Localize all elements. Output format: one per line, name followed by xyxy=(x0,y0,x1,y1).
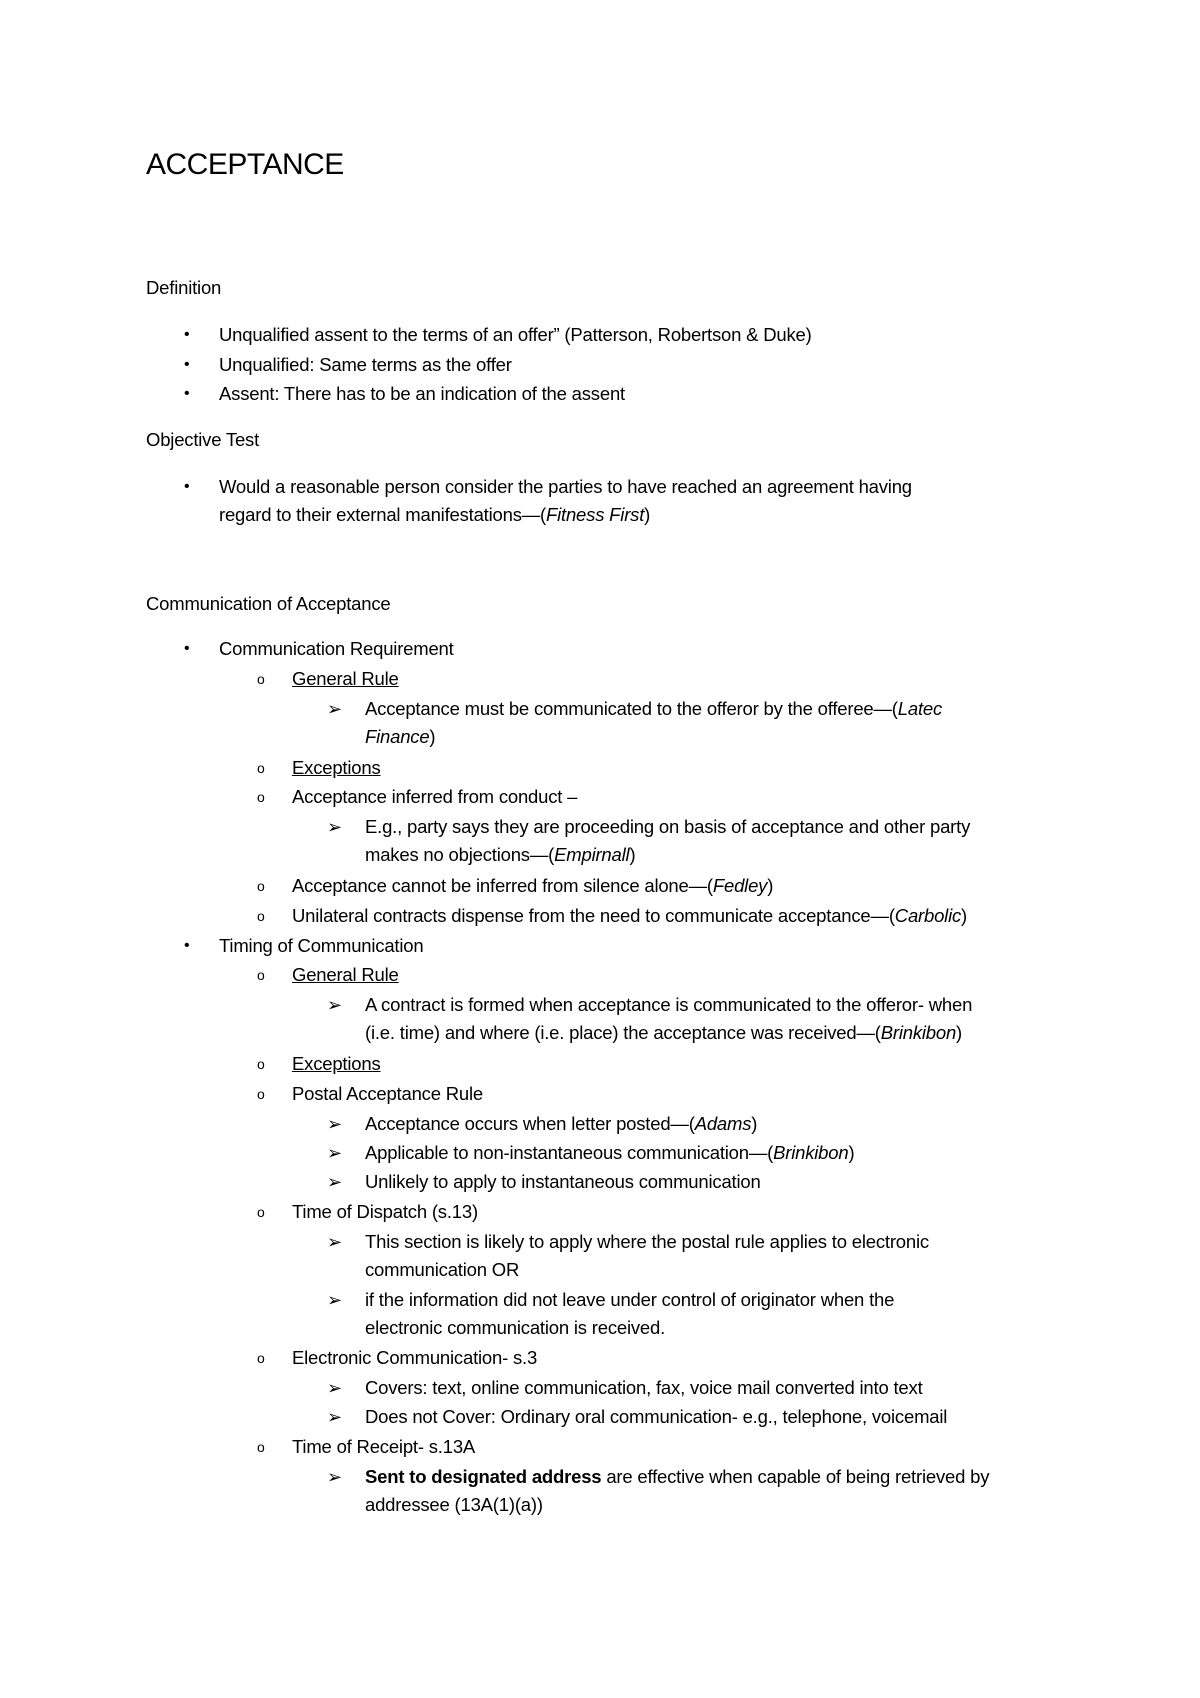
text-run: ) xyxy=(767,875,774,896)
line-text xyxy=(365,725,435,749)
text-run: Exceptions xyxy=(292,1053,381,1074)
text-run: A contract is formed when acceptance is communicated to the offeror- when xyxy=(365,994,973,1015)
line-text xyxy=(365,815,970,839)
arrow-bullet-icon: ➢ xyxy=(327,1407,342,1427)
text-run: Acceptance cannot be inferred from silence alone—( xyxy=(292,875,713,896)
line-text xyxy=(292,756,381,780)
text-run: Postal Acceptance Rule xyxy=(292,1083,483,1104)
line-text xyxy=(365,1021,962,1045)
line-text xyxy=(365,697,942,721)
line-text xyxy=(292,1052,381,1076)
case-name: Carbolic xyxy=(894,905,962,926)
line-text xyxy=(365,843,635,867)
arrow-bullet-icon: ➢ xyxy=(327,1143,342,1163)
case-name: Empirnall xyxy=(554,844,630,865)
line-text xyxy=(292,1346,537,1370)
line-text xyxy=(292,1435,475,1459)
text-run: Definition xyxy=(146,277,222,298)
line-text xyxy=(365,1288,894,1312)
arrow-bullet-icon: ➢ xyxy=(327,1467,342,1487)
arrow-bullet-icon: ➢ xyxy=(327,1290,342,1310)
circle-bullet-icon: o xyxy=(257,789,265,805)
line-text xyxy=(219,353,512,377)
text-run: regard to their external manifestations—( xyxy=(219,504,547,525)
bold-text: Sent to designated address xyxy=(365,1466,602,1487)
case-name: Fitness First xyxy=(546,504,645,525)
line-text xyxy=(292,1200,478,1224)
text-run: Unqualified assent to the terms of an offer” (Patterson, Robertson & Duke) xyxy=(219,324,812,345)
line-text xyxy=(365,1316,665,1340)
line-text xyxy=(365,1170,761,1194)
circle-bullet-icon: o xyxy=(257,760,265,776)
text-run: makes no objections—( xyxy=(365,844,555,865)
case-name: Brinkibon xyxy=(773,1142,849,1163)
bullet-icon: • xyxy=(184,326,190,343)
circle-bullet-icon: o xyxy=(257,671,265,687)
text-run: Does not Cover: Ordinary oral communication- e.g., telephone, voicemail xyxy=(365,1406,948,1427)
case-name: Brinkibon xyxy=(880,1022,957,1043)
text-run: Would a reasonable person consider the parties to have reached an agreement having xyxy=(219,476,912,497)
line-text xyxy=(219,503,650,527)
line-text xyxy=(219,323,812,347)
line-text xyxy=(292,667,399,691)
circle-bullet-icon: o xyxy=(257,1086,265,1102)
text-run: Acceptance must be communicated to the offeror by the offeree—( xyxy=(365,698,898,719)
text-run: Objective Test xyxy=(146,429,260,450)
line-text xyxy=(292,904,967,928)
text-run: if the information did not leave under control of originator when the xyxy=(365,1289,895,1310)
text-run: Time of Receipt- s.13A xyxy=(292,1436,476,1457)
line-text xyxy=(365,1230,929,1254)
text-run: Exceptions xyxy=(292,757,381,778)
text-run: This section is likely to apply where the postal rule applies to electronic xyxy=(365,1231,929,1252)
text-run: ) xyxy=(644,504,651,525)
text-run: Applicable to non-instantaneous communication—( xyxy=(365,1142,774,1163)
case-name: Fedley xyxy=(712,875,768,896)
arrow-bullet-icon: ➢ xyxy=(327,1172,342,1192)
arrow-bullet-icon: ➢ xyxy=(327,699,342,719)
text-run: Unilateral contracts dispense from the need to communicate acceptance—( xyxy=(292,905,895,926)
circle-bullet-icon: o xyxy=(257,1439,265,1455)
text-run: Timing of Communication xyxy=(219,935,424,956)
line-text xyxy=(365,1258,519,1282)
text-run: Assent: There has to be an indication of the assent xyxy=(219,383,625,404)
bullet-icon: • xyxy=(184,640,190,657)
line-text xyxy=(219,637,454,661)
text-run: addressee (13A(1)(a)) xyxy=(365,1494,543,1515)
text-run: electronic communication is received. xyxy=(365,1317,666,1338)
text-run: General Rule xyxy=(292,964,399,985)
circle-bullet-icon: o xyxy=(257,1056,265,1072)
line-text xyxy=(146,276,221,300)
bullet-icon: • xyxy=(184,356,190,373)
line-text xyxy=(219,475,912,499)
line-text xyxy=(292,1082,483,1106)
circle-bullet-icon: o xyxy=(257,1204,265,1220)
text-run: Unqualified: Same terms as the offer xyxy=(219,354,512,375)
page-title: ACCEPTANCE xyxy=(146,148,344,181)
text-run: Communication Requirement xyxy=(219,638,454,659)
circle-bullet-icon: o xyxy=(257,878,265,894)
arrow-bullet-icon: ➢ xyxy=(327,817,342,837)
case-name: Adams xyxy=(694,1113,752,1134)
line-text xyxy=(365,1493,543,1517)
text-run: ) xyxy=(629,844,636,865)
text-run: Electronic Communication- s.3 xyxy=(292,1347,538,1368)
text-run: Communication of Acceptance xyxy=(146,593,391,614)
bullet-icon: • xyxy=(184,385,190,402)
circle-bullet-icon: o xyxy=(257,1350,265,1366)
text-run: ) xyxy=(848,1142,855,1163)
line-text xyxy=(365,993,972,1017)
line-text xyxy=(365,1465,989,1489)
text-run: Time of Dispatch (s.13) xyxy=(292,1201,478,1222)
text-run: E.g., party says they are proceeding on basis of acceptance and other party xyxy=(365,816,971,837)
line-text xyxy=(292,874,773,898)
text-run: General Rule xyxy=(292,668,399,689)
bullet-icon: • xyxy=(184,937,190,954)
text-run: ) xyxy=(751,1113,758,1134)
arrow-bullet-icon: ➢ xyxy=(327,995,342,1015)
arrow-bullet-icon: ➢ xyxy=(327,1232,342,1252)
arrow-bullet-icon: ➢ xyxy=(327,1378,342,1398)
text-run: communication OR xyxy=(365,1259,520,1280)
text-run: (i.e. time) and where (i.e. place) the acceptance was received—( xyxy=(365,1022,881,1043)
circle-bullet-icon: o xyxy=(257,908,265,924)
line-text xyxy=(146,592,391,616)
text-run: ) xyxy=(956,1022,963,1043)
text-run: Unlikely to apply to instantaneous communication xyxy=(365,1171,761,1192)
text-run: Acceptance inferred from conduct – xyxy=(292,786,578,807)
text-run: ) xyxy=(429,726,436,747)
line-text xyxy=(365,1376,923,1400)
line-text xyxy=(219,934,423,958)
line-text xyxy=(292,785,577,809)
line-text xyxy=(365,1112,757,1136)
bullet-icon: • xyxy=(184,478,190,495)
text-run: are effective when capable of being retrieved by xyxy=(601,1466,990,1487)
case-name: Latec xyxy=(897,698,943,719)
text-run: Acceptance occurs when letter posted—( xyxy=(365,1113,695,1134)
text-run: Covers: text, online communication, fax, voice mail converted into text xyxy=(365,1377,923,1398)
line-text xyxy=(219,382,625,406)
line-text xyxy=(365,1405,947,1429)
line-text xyxy=(292,963,399,987)
circle-bullet-icon: o xyxy=(257,967,265,983)
line-text xyxy=(146,428,259,452)
case-name: Finance xyxy=(365,726,430,747)
text-run: ) xyxy=(961,905,968,926)
line-text xyxy=(365,1141,854,1165)
arrow-bullet-icon: ➢ xyxy=(327,1114,342,1134)
